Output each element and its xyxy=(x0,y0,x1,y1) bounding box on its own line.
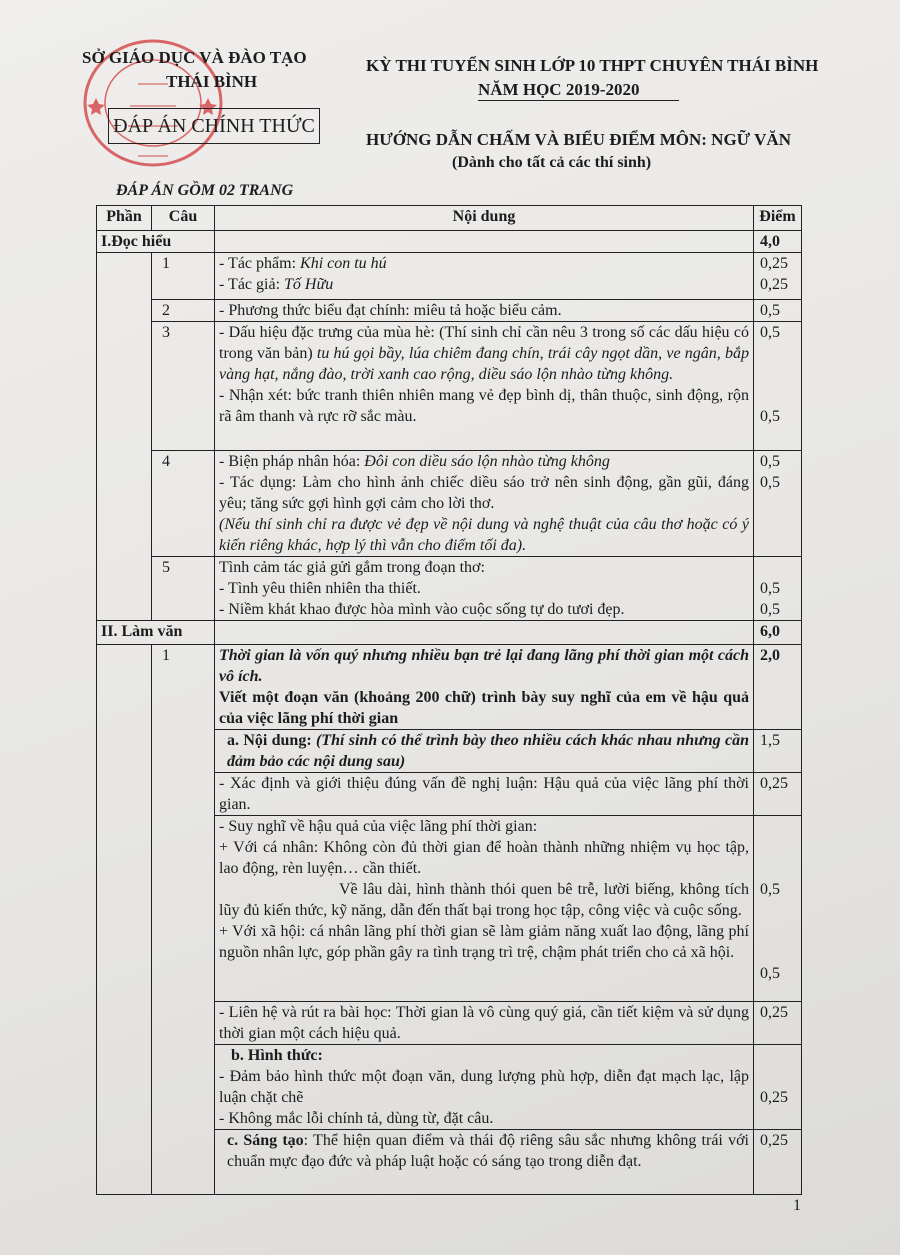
page-number: 1 xyxy=(793,1197,801,1214)
prompt-quote: Thời gian là vốn quý nhưng nhiều bạn trẻ lại đang lãng phí thời gian một cách vô ích. xyxy=(219,647,749,685)
table-row xyxy=(97,322,802,451)
content-text: - Xác định và giới thiệu đúng vấn đề nghị luận: Hậu quả của việc lãng phí thời gian. xyxy=(215,773,754,816)
table-row xyxy=(97,645,802,730)
content-text: - Nhận xét: bức tranh thiên nhiên mang vẻ đẹp bình dị, thân thuộc, sinh động, rộn rã âm thanh và rực rỡ sắc màu. xyxy=(219,387,749,425)
points: 0,25 xyxy=(754,773,802,816)
grading-table xyxy=(96,205,802,1195)
grading-table-container xyxy=(96,205,801,1215)
section-points: 4,0 xyxy=(754,231,802,253)
content-heading: c. Sáng tạo xyxy=(227,1132,304,1149)
school-year: NĂM HỌC 2019-2020 xyxy=(478,80,679,101)
points: 0,5 xyxy=(760,881,780,898)
content-text: - Tác dụng: Làm cho hình ảnh chiếc diều sáo trở nên sinh động, gần gũi, đáng yêu; tăng sức gợi hình gợi cảm cho lời thơ. xyxy=(219,474,749,512)
points: 0,5 xyxy=(760,453,780,470)
content-text: - Tình yêu thiên nhiên tha thiết. xyxy=(219,580,421,597)
content-note: (Thí sinh có thể trình bày theo nhiều cách khác nhau nhưng cần đảm bảo các nội dung sau) xyxy=(227,732,749,770)
content-text: - Tác giả: xyxy=(219,276,285,293)
points: 0,5 xyxy=(760,324,780,341)
official-answer-box: ĐÁP ÁN CHÍNH THỨC xyxy=(108,108,320,144)
content-text: - Dấu hiệu đặc trưng của mùa hè: (Thí sinh chỉ cần nêu 3 trong số các dấu hiệu có trong văn bản) xyxy=(219,324,749,362)
guide-subtitle: (Dành cho tất cả các thí sinh) xyxy=(452,154,652,171)
table-header-row xyxy=(97,206,802,231)
section-row xyxy=(97,231,802,253)
content-text: Đôi con diều sáo lộn nhào từng không xyxy=(364,453,610,470)
section-points: 6,0 xyxy=(754,621,802,645)
org-province: THÁI BÌNH xyxy=(166,72,258,91)
points: 0,5 xyxy=(760,474,780,491)
points: 2,0 xyxy=(754,645,802,730)
content-text: - Biện pháp nhân hóa: xyxy=(219,453,365,470)
question-number: 5 xyxy=(152,557,215,621)
org-name: SỞ GIÁO DỤC VÀ ĐÀO TẠO xyxy=(82,48,307,67)
content-text: Tố Hữu xyxy=(284,276,334,293)
content-text: : Thể hiện quan điểm và thái độ riêng sâu sắc nhưng không trái với chuẩn mực đạo đức và pháp luật hoặc có sáng tạo trong diễn đạt. xyxy=(227,1132,750,1170)
question-number: 2 xyxy=(152,300,215,322)
content-text: Về lâu dài, hình thành thói quen bê trễ, lười biếng, không tích lũy đủ kiến thức, kỹ năng, dẫn đến thất bại trong học tập, công việc và cuộc sống. xyxy=(219,881,749,919)
content-text: - Tác phẩm: xyxy=(219,255,301,272)
content-heading: a. Nội dung: xyxy=(227,732,316,749)
content-text: + Với cá nhân: Không còn đủ thời gian để hoàn thành những nhiệm vụ học tập, lao động, rèn luyện… cần thiết. xyxy=(219,839,749,877)
question-number: 1 xyxy=(152,253,215,300)
page-count-note: ĐÁP ÁN GỒM 02 TRANG xyxy=(116,182,294,199)
col-header-part: Phần xyxy=(97,206,152,231)
content-text: tu hú gọi bầy, lúa chiêm đang chín, trái cây ngọt dần, ve ngân, bắp vàng hạt, nắng đào, trời xanh cao rộng, diều sáo lộn nhào từng không. xyxy=(219,345,749,383)
section-label: I.Đọc hiểu xyxy=(97,231,215,253)
table-row xyxy=(97,451,802,557)
content-text: Khi con tu hú xyxy=(300,255,387,272)
points: 0,5 xyxy=(760,580,780,597)
points: 0,5 xyxy=(760,601,780,618)
col-header-content: Nội dung xyxy=(215,206,754,231)
section-label: II. Làm văn xyxy=(97,621,215,645)
question-number: 1 xyxy=(152,645,215,1195)
content-text: Tình cảm tác giả gửi gắm trong đoạn thơ: xyxy=(219,559,485,576)
points: 0,5 xyxy=(754,300,802,322)
col-header-points: Điểm xyxy=(754,206,802,231)
content-text: - Liên hệ và rút ra bài học: Thời gian là vô cùng quý giá, cần tiết kiệm và sử dụng thời gian một cách hiệu quả. xyxy=(215,1002,754,1045)
content-text: - Suy nghĩ về hậu quả của việc lãng phí thời gian: xyxy=(219,818,538,835)
points: 0,25 xyxy=(754,1002,802,1045)
table-row xyxy=(97,557,802,621)
content-text: - Không mắc lỗi chính tả, dùng từ, đặt câu. xyxy=(219,1110,494,1127)
section-row xyxy=(97,621,802,645)
points: 0,5 xyxy=(760,965,780,982)
points: 0,25 xyxy=(754,1130,802,1195)
points: 1,5 xyxy=(754,730,802,773)
prompt-task: Viết một đoạn văn (khoảng 200 chữ) trình bày suy nghĩ của em về hậu quả của việc lãng phí thời gian xyxy=(219,689,749,727)
question-number: 3 xyxy=(152,322,215,451)
table-row xyxy=(97,253,802,300)
points: 0,25 xyxy=(760,255,788,272)
col-header-question: Câu xyxy=(152,206,215,231)
content-text: + Với xã hội: cá nhân lãng phí thời gian sẽ làm giảm năng xuất lao động, lãng phí nguồn nhân lực, góp phần gây ra tình trạng trì trệ, chậm phát triển cho cả xã hội. xyxy=(219,923,749,961)
content-text: - Phương thức biểu đạt chính: miêu tả hoặc biểu cảm. xyxy=(215,300,754,322)
content-text: - Đảm bảo hình thức một đoạn văn, dung lượng phù hợp, diễn đạt mạch lạc, lập luận chặt chẽ xyxy=(219,1068,749,1106)
points: 0,5 xyxy=(760,408,780,425)
guide-title: HƯỚNG DẪN CHẤM VÀ BIỂU ĐIỂM MÔN: NGỮ VĂN xyxy=(366,130,791,149)
exam-title: KỲ THI TUYỂN SINH LỚP 10 THPT CHUYÊN THÁI BÌNH xyxy=(366,56,819,75)
points: 0,25 xyxy=(760,1089,788,1106)
question-number: 4 xyxy=(152,451,215,557)
content-text: - Niềm khát khao được hòa mình vào cuộc sống tự do tươi đẹp. xyxy=(219,601,625,618)
content-note: (Nếu thí sinh chỉ ra được vẻ đẹp về nội dung và nghệ thuật của câu thơ hoặc có ý kiến riêng khác, hợp lý thì vẫn cho điểm tối đa). xyxy=(219,516,749,554)
content-heading: b. Hình thức: xyxy=(231,1047,323,1064)
points: 0,25 xyxy=(760,276,788,293)
table-row xyxy=(97,300,802,322)
